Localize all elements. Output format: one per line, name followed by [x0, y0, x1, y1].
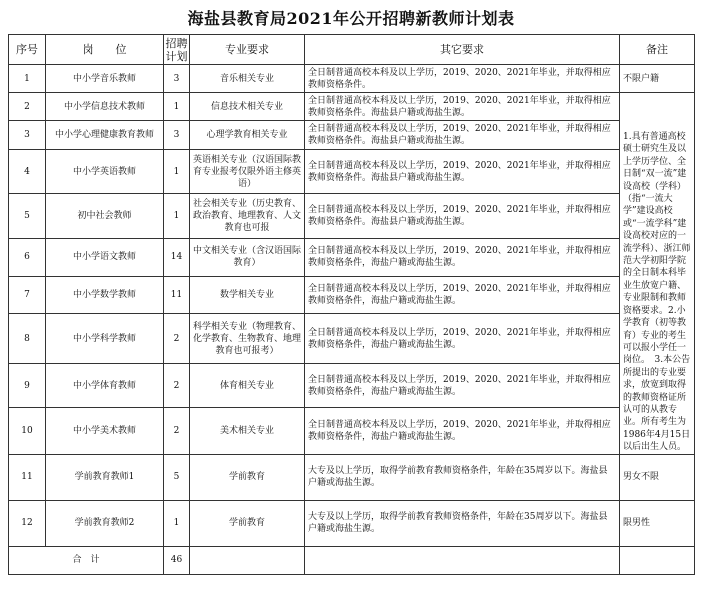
cell-no: 2 — [9, 93, 46, 121]
cell-no: 5 — [9, 194, 46, 238]
cell-major: 社会相关专业（历史教育、政治教育、地理教育、人文教育也可报 — [190, 194, 305, 238]
cell-no: 10 — [9, 408, 46, 454]
cell-remark: 限男性 — [620, 500, 695, 546]
cell-quota: 1 — [164, 500, 190, 546]
cell-quota: 11 — [164, 276, 190, 313]
cell-major: 体育相关专业 — [190, 364, 305, 408]
cell-position: 中小学英语教师 — [46, 150, 164, 194]
cell-quota: 1 — [164, 194, 190, 238]
header-row — [9, 35, 695, 65]
cell-other: 全日制普通高校本科及以上学历，2019、2020、2021年毕业，并取得相应教师资格条件。 — [305, 65, 620, 93]
cell-quota: 2 — [164, 364, 190, 408]
cell-major: 科学相关专业（物理教育、化学教育、生物教育、地理教育也可报考） — [190, 313, 305, 363]
cell-other: 全日制普通高校本科及以上学历，2019、2020、2021年毕业，并取得相应教师资格条件，海盐户籍或海盐生源。 — [305, 238, 620, 276]
cell-no: 3 — [9, 121, 46, 150]
table-row — [9, 194, 695, 238]
cell-no: 8 — [9, 313, 46, 363]
header-quota: 招聘计划 — [165, 36, 188, 63]
cell-other: 全日制普通高校本科及以上学历，2019、2020、2021年毕业，并取得相应教师资格条件。海盐县户籍或海盐生源。 — [305, 150, 620, 194]
table-row — [9, 454, 695, 500]
cell-position: 中小学体育教师 — [46, 364, 164, 408]
cell-major: 中文相关专业（含汉语国际教育） — [190, 238, 305, 276]
cell-position: 初中社会教师 — [46, 194, 164, 238]
table-row — [9, 121, 695, 150]
total-quota: 46 — [164, 546, 190, 574]
cell-position: 中小学语文教师 — [46, 238, 164, 276]
cell-position: 中小学美术教师 — [46, 408, 164, 454]
header-other: 其它要求 — [305, 35, 620, 65]
cell-position: 学前教育教师2 — [46, 500, 164, 546]
cell-other: 全日制普通高校本科及以上学历，2019、2020、2021年毕业，并取得相应教师资格条件。海盐县户籍或海盐生源。 — [305, 121, 620, 150]
cell-other: 全日制普通高校本科及以上学历，2019、2020、2021年毕业，并取得相应教师资格条件，海盐户籍或海盐生源。 — [305, 276, 620, 313]
cell-quota: 2 — [164, 313, 190, 363]
cell-quota: 2 — [164, 408, 190, 454]
cell-position: 中小学音乐教师 — [46, 65, 164, 93]
cell-major: 数学相关专业 — [190, 276, 305, 313]
cell-major: 学前教育 — [190, 500, 305, 546]
cell-other: 全日制普通高校本科及以上学历，2019、2020、2021年毕业，并取得相应教师资格条件。海盐县户籍或海盐生源。 — [305, 93, 620, 121]
cell-major: 学前教育 — [190, 454, 305, 500]
cell-other: 全日制普通高校本科及以上学历，2019、2020、2021年毕业，并取得相应教师资格条件，海盐户籍或海盐生源。 — [305, 408, 620, 454]
total-empty-remark — [620, 546, 695, 574]
cell-position: 中小学数学教师 — [46, 276, 164, 313]
header-remark: 备注 — [620, 35, 695, 65]
cell-other: 全日制普通高校本科及以上学历，2019、2020、2021年毕业，并取得相应教师资格条件，海盐户籍或海盐生源。 — [305, 364, 620, 408]
cell-no: 6 — [9, 238, 46, 276]
table-row — [9, 238, 695, 276]
cell-other: 全日制普通高校本科及以上学历，2019、2020、2021年毕业，并取得相应教师资格条件，海盐户籍或海盐生源。 — [305, 313, 620, 363]
cell-no: 12 — [9, 500, 46, 546]
cell-no: 4 — [9, 150, 46, 194]
cell-quota: 5 — [164, 454, 190, 500]
cell-quota: 1 — [164, 93, 190, 121]
total-label: 合 计 — [9, 546, 164, 574]
cell-major: 心理学教育相关专业 — [190, 121, 305, 150]
table-row — [9, 364, 695, 408]
cell-no: 1 — [9, 65, 46, 93]
cell-other: 大专及以上学历，取得学前教育教师资格条件，年龄在35周岁以下。海盐县户籍或海盐生源。 — [305, 454, 620, 500]
cell-position: 中小学信息技术教师 — [46, 93, 164, 121]
cell-major: 信息技术相关专业 — [190, 93, 305, 121]
recruitment-plan-table — [8, 34, 695, 575]
cell-major: 美术相关专业 — [190, 408, 305, 454]
header-major: 专业要求 — [190, 35, 305, 65]
cell-other: 大专及以上学历，取得学前教育教师资格条件，年龄在35周岁以下。海盐县户籍或海盐生源。 — [305, 500, 620, 546]
cell-no: 9 — [9, 364, 46, 408]
total-empty-major — [190, 546, 305, 574]
cell-quota: 14 — [164, 238, 190, 276]
cell-major: 音乐相关专业 — [190, 65, 305, 93]
cell-position: 学前教育教师1 — [46, 454, 164, 500]
total-row — [9, 546, 695, 574]
total-empty-other — [305, 546, 620, 574]
cell-no: 7 — [9, 276, 46, 313]
cell-remark: 不限户籍 — [620, 65, 695, 93]
cell-quota: 1 — [164, 150, 190, 194]
table-row — [9, 276, 695, 313]
table-row — [9, 150, 695, 194]
page-title: 海盐县教育局2021年公开招聘新教师计划表 — [187, 9, 515, 28]
cell-position: 中小学科学教师 — [46, 313, 164, 363]
cell-remark: 男女不限 — [620, 454, 695, 500]
table-row — [9, 65, 695, 93]
header-position: 岗 位 — [46, 35, 164, 65]
table-row — [9, 500, 695, 546]
merged-remark-cell: 1.具有普通高校硕士研究生及以上学历学位、全日制“双一流”建设高校（学科）（指“一流大学”建设高校或“一流学科”建设高校对应的一流学科）、浙江师范大学初阳学院的全日制本科毕业生放宽户籍、专业限制和教师资格要求。2.小学教育（初等教育）专业的考生可以报小学任一岗位。 3.本公告所提出的专业要求，放宽到取得的教师资格证所认可的从教专业。所有考生为1986年4月15日以后出生人员。 — [620, 93, 695, 455]
table-row — [9, 93, 695, 121]
header-no: 序号 — [9, 35, 46, 65]
cell-other: 全日制普通高校本科及以上学历，2019、2020、2021年毕业，并取得相应教师资格条件。海盐县户籍或海盐生源。 — [305, 194, 620, 238]
cell-no: 11 — [9, 454, 46, 500]
table-row — [9, 313, 695, 363]
table-row — [9, 408, 695, 454]
cell-position: 中小学心理健康教育教师 — [46, 121, 164, 150]
cell-major: 英语相关专业（汉语国际教育专业报考仅限外语主修英语） — [190, 150, 305, 194]
cell-quota: 3 — [164, 121, 190, 150]
cell-quota: 3 — [164, 65, 190, 93]
